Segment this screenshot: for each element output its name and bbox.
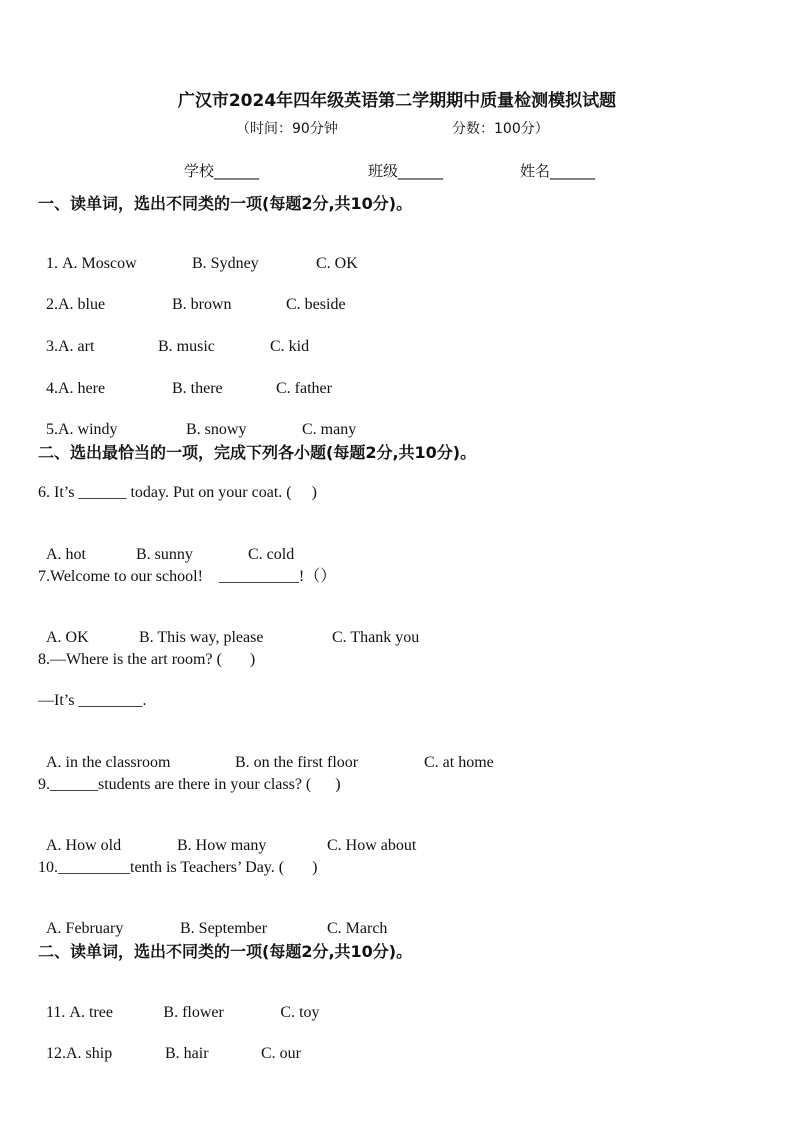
question-number: 2.	[46, 296, 58, 313]
option-c: C. father	[276, 380, 332, 397]
option-a: A. tree	[69, 1004, 113, 1021]
option-b: B. September	[180, 920, 268, 937]
name-field: 姓名______	[520, 162, 596, 180]
question-number: 1.	[46, 255, 62, 272]
question-2	[38, 275, 346, 315]
option-c: C. March	[327, 920, 388, 937]
question-9-stem: 9.______students are there in your class? ( )	[38, 776, 341, 793]
question-10-stem: 10._________tenth is Teachers’ Day. ( )	[38, 859, 318, 876]
question-4	[38, 359, 332, 399]
option-c: C. kid	[270, 338, 310, 355]
question-11	[38, 983, 320, 1023]
option-c: C. cold	[248, 546, 295, 563]
option-c: C. beside	[286, 296, 346, 313]
option-b: B. Sydney	[192, 255, 259, 272]
question-5	[38, 400, 356, 440]
school-field: 学校______	[184, 162, 260, 180]
question-8-stem: 8.—Where is the art room? ( )	[38, 651, 256, 668]
section-heading-2: 二、选出最恰当的一项，完成下列各小题(每题2分,共10分)。	[38, 443, 477, 462]
option-b: B. hair	[165, 1045, 209, 1062]
option-b: B. This way, please	[139, 629, 264, 646]
option-a: A. in the classroom	[46, 754, 171, 771]
question-1	[38, 234, 358, 274]
question-7-stem: 7.Welcome to our school! __________!（）	[38, 568, 337, 585]
question-8-options	[38, 733, 494, 773]
question-7-options	[38, 608, 419, 648]
option-b: B. brown	[172, 296, 232, 313]
option-a: A. blue	[58, 296, 106, 313]
option-c: C. at home	[424, 754, 494, 771]
option-a: A. ship	[66, 1045, 113, 1062]
option-a: A. Moscow	[62, 255, 137, 272]
exam-score: 分数：100分）	[452, 121, 549, 137]
option-a: A. OK	[46, 629, 89, 646]
option-b: B. music	[158, 338, 215, 355]
option-b: B. flower	[163, 1004, 224, 1021]
question-12	[38, 1024, 301, 1064]
option-c: C. Thank you	[332, 629, 420, 646]
option-b: B. snowy	[186, 421, 247, 438]
option-a: A. art	[58, 338, 95, 355]
section-heading-1: 一、读单词，选出不同类的一项(每题2分,共10分)。	[38, 194, 413, 213]
option-a: A. here	[58, 380, 106, 397]
question-number: 3.	[46, 338, 58, 355]
question-9-options	[38, 816, 416, 856]
question-6-options	[38, 525, 294, 565]
exam-time: （时间：90分钟	[236, 121, 338, 137]
page-title: 广汉市2024年四年级英语第二学期期中质量检测模拟试题	[177, 91, 617, 111]
option-c: C. How about	[327, 837, 417, 854]
option-a: A. How old	[46, 837, 122, 854]
option-a: A. windy	[58, 421, 118, 438]
option-c: C. toy	[280, 1004, 320, 1021]
option-b: B. there	[172, 380, 223, 397]
option-c: C. OK	[316, 255, 358, 272]
section-heading-3: 二、读单词，选出不同类的一项(每题2分,共10分)。	[38, 942, 413, 961]
question-6-stem: 6. It’s ______ today. Put on your coat. ( )	[38, 484, 317, 501]
option-a: A. hot	[46, 546, 86, 563]
option-b: B. on the first floor	[235, 754, 359, 771]
question-8-stem-2: —It’s ________.	[38, 692, 147, 709]
option-a: A. February	[46, 920, 124, 937]
question-number: 5.	[46, 421, 58, 438]
option-c: C. our	[261, 1045, 301, 1062]
question-number: 12.	[46, 1045, 66, 1062]
question-10-options	[38, 899, 387, 939]
question-number: 11.	[46, 1004, 70, 1021]
option-c: C. many	[302, 421, 357, 438]
question-number: 4.	[46, 380, 58, 397]
question-3	[38, 317, 309, 357]
option-b: B. How many	[177, 837, 267, 854]
option-b: B. sunny	[136, 546, 193, 563]
class-field: 班级______	[368, 162, 444, 180]
